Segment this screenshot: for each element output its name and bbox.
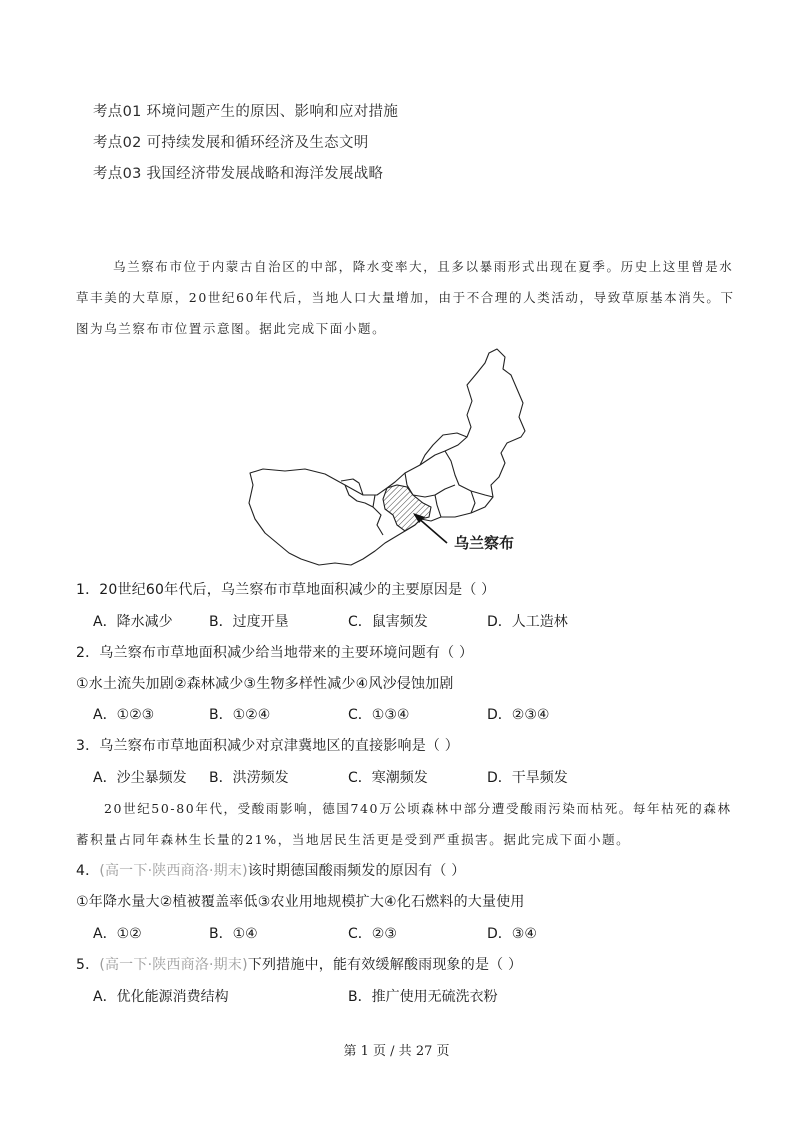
q3-option-c: C．寒潮频发 — [348, 770, 428, 786]
q2-stem: 2．乌兰察布市草地面积减少给当地带来的主要环境问题有（ ） — [76, 645, 474, 661]
q4-source: (高一下·陕西商洛·期末) — [99, 863, 248, 879]
ulanqab-region — [383, 485, 431, 531]
passage2-line-2: 蓄积量占同年森林生长量的21%，当地居民生活更是受到严重损害。据此完成下面小题。 — [76, 832, 631, 847]
passage1-line-1: 乌兰察布市位于内蒙古自治区的中部，降水变率大，且多以暴雨形式出现在夏季。历史上这里曾是水 — [113, 259, 734, 274]
map-boundary — [445, 451, 493, 497]
q5-option-a: A．优化能源消费结构 — [93, 989, 229, 1005]
q3-option-d: D．干旱频发 — [487, 770, 568, 786]
q2-option-c: C．①③④ — [348, 707, 410, 723]
q4-text: 该时期德国酸雨频发的原因有（ ） — [247, 863, 466, 879]
q5-source: (高一下·陕西商洛·期末) — [99, 957, 248, 973]
q4-number: 4． — [76, 863, 100, 879]
passage2-line-1: 20世纪50-80年代，受酸雨影响，德国740万公顷森林中部分遭受酸雨污染而枯死。每年枯死的森林 — [104, 801, 732, 816]
q1-stem: 1．20世纪60年代后，乌兰察布市草地面积减少的主要原因是（ ） — [76, 582, 496, 598]
map-boundary — [435, 495, 441, 517]
q2-option-d: D．②③④ — [487, 707, 550, 723]
q5-stem — [76, 954, 522, 974]
q3-stem: 3．乌兰察布市草地面积减少对京津冀地区的直接影响是（ ） — [76, 738, 459, 754]
q4-option-a: A．①② — [93, 926, 142, 942]
map-boundary — [405, 473, 455, 497]
q1-option-a: A．降水减少 — [93, 614, 173, 630]
kaodian-2: 考点02 可持续发展和循环经济及生态文明 — [93, 135, 369, 151]
kaodian-3: 考点03 我国经济带发展战略和海洋发展战略 — [93, 166, 384, 182]
q3-option-a: A．沙尘暴频发 — [93, 770, 187, 786]
map-label: 乌兰察布 — [454, 534, 515, 552]
q1-option-d: D．人工造林 — [487, 614, 568, 630]
passage1-line-2: 草丰美的大草原，20世纪60年代后，当地人口大量增加，由于不合理的人类活动，导致草原基本消失。下 — [76, 290, 735, 305]
q2-option-a: A．①②③ — [93, 707, 155, 723]
q5-option-b: B．推广使用无硫洗衣粉 — [348, 989, 498, 1005]
q4-option-c: C．②③ — [348, 926, 397, 942]
q1-option-b: B．过度开垦 — [209, 614, 289, 630]
map-boundary — [345, 485, 373, 507]
q5-number: 5． — [76, 957, 100, 973]
q4-items: ①年降水量大②植被覆盖率低③农业用地规模扩大④化石燃料的大量使用 — [76, 894, 525, 910]
page-footer: 第 1 页 / 共 27 页 — [343, 1044, 450, 1059]
q4-option-d: D．③④ — [487, 926, 537, 942]
q5-text: 下列措施中，能有效缓解酸雨现象的是（ ） — [247, 957, 523, 973]
q3-option-b: B．洪涝频发 — [209, 770, 289, 786]
q1-option-c: C．鼠害频发 — [348, 614, 428, 630]
kaodian-1: 考点01 环境问题产生的原因、影响和应对措施 — [93, 104, 399, 120]
passage1-line-3: 图为乌兰察布市位置示意图。据此完成下面小题。 — [76, 321, 387, 336]
map-boundary — [471, 491, 475, 513]
q4-stem — [76, 860, 465, 880]
q2-items: ①水土流失加剧②森林减少③生物多样性减少④风沙侵蚀加剧 — [76, 676, 454, 692]
map-boundary — [373, 495, 383, 535]
q4-option-b: B．①④ — [209, 926, 258, 942]
q2-option-b: B．①②④ — [209, 707, 271, 723]
